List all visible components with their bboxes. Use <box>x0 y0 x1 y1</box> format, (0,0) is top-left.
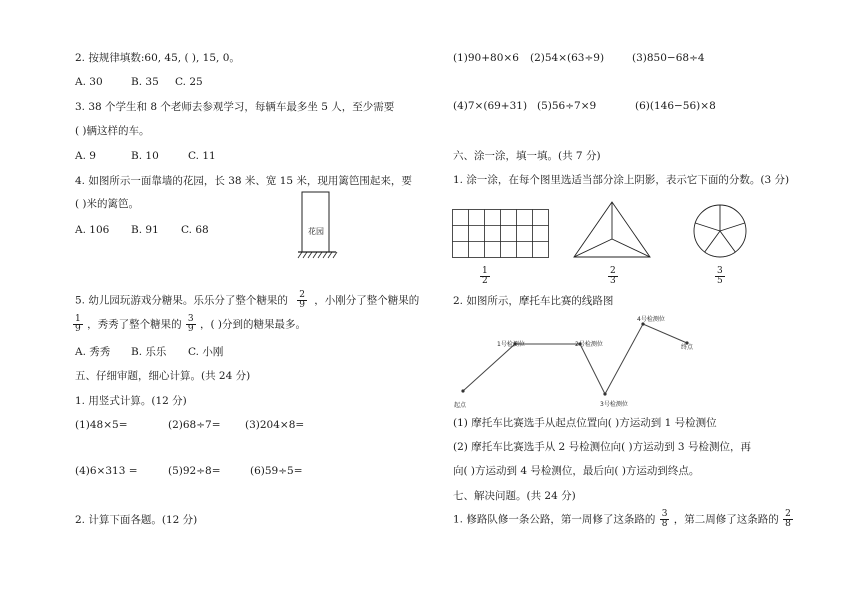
q5-tail: ，( )分到的糖果最多。 <box>200 318 307 331</box>
section6-sub2b: 向( )方运动到 4 号检测位，最后向( )方运动到终点。 <box>453 465 700 477</box>
q5-f1-num: 2 <box>299 290 305 300</box>
q2-option-c: C. 25 <box>175 76 203 88</box>
sec7-fraction-3-8 <box>660 510 670 529</box>
triangle-figure <box>572 200 652 260</box>
sec7-f2-den: 8 <box>785 519 791 529</box>
q3-option-b: B. 10 <box>131 150 159 162</box>
route-p1-label: 1号检测位 <box>497 341 525 348</box>
expr-6: (6)(146−56)×8 <box>635 100 716 112</box>
q5-mid2: ，秀秀了整个糖果的 <box>87 318 182 331</box>
fraction-grid <box>479 267 491 286</box>
sec7-q1-prefix: 1. 修路队修一条公路，第一周修了这条路的 <box>453 513 656 526</box>
route-map <box>445 311 715 411</box>
q2-text: 2. 按规律填数:60, 45, ( ), 15, 0。 <box>75 52 240 64</box>
q5-fraction-1-9 <box>73 315 83 334</box>
q5-line1 <box>75 291 419 310</box>
expr-5: (5)56÷7×9 <box>537 100 597 112</box>
q4-option-c: C. 68 <box>181 224 209 236</box>
grid-figure <box>452 209 550 259</box>
q5-option-c: C. 小刚 <box>188 346 224 358</box>
calc-5: (5)92÷8= <box>168 465 221 477</box>
section5-q2: 2. 计算下面各题。(12 分) <box>75 514 198 526</box>
frac-circle-num: 3 <box>717 266 723 276</box>
q5-f2-den: 9 <box>75 324 81 334</box>
calc-6: (6)59÷5= <box>250 465 303 477</box>
q3-option-a: A. 9 <box>75 150 96 162</box>
q5-mid: ，小刚分了整个糖果的 <box>314 294 420 307</box>
q5-prefix: 5. 幼儿园玩游戏分糖果。乐乐分了整个糖果的 <box>75 294 288 307</box>
garden-figure <box>296 191 338 269</box>
q5-option-b: B. 乐乐 <box>131 346 167 358</box>
sec7-f1-num: 3 <box>661 509 668 519</box>
garden-rect <box>302 192 329 252</box>
q5-f1-den: 9 <box>299 300 305 310</box>
route-start-label: 起点 <box>454 402 467 409</box>
section6-q2: 2. 如图所示，摩托车比赛的线路图 <box>453 295 614 307</box>
sec7-f2-num: 2 <box>785 509 791 519</box>
q5-fraction-2-9 <box>297 291 307 310</box>
fraction-triangle <box>607 267 619 286</box>
route-p4-label: 4号检测位 <box>637 316 665 323</box>
q2-option-b: B. 35 <box>131 76 159 88</box>
circle-figure <box>692 203 748 259</box>
q5-f3-den: 9 <box>187 324 194 334</box>
frac-circle-den: 5 <box>717 276 723 286</box>
wall-hatch <box>298 252 337 258</box>
route-p3-label: 3号检测位 <box>600 401 628 408</box>
section5-q1: 1. 用竖式计算。(12 分) <box>75 395 187 407</box>
q5-fraction-3-9 <box>186 315 196 334</box>
q2-option-a: A. 30 <box>75 76 103 88</box>
expr-4: (4)7×(69+31) <box>453 100 528 112</box>
route-end-label: 终点 <box>681 344 694 351</box>
q4-option-b: B. 91 <box>131 224 159 236</box>
q5-f3-num: 3 <box>187 314 194 324</box>
section6-sub1: (1) 摩托车比赛选手从起点位置向( )方运动到 1 号检测位 <box>453 417 717 429</box>
frac-tri-den: 3 <box>610 276 616 286</box>
route-p2-label: 2号检测位 <box>575 341 603 348</box>
sec7-fraction-2-8 <box>783 510 793 529</box>
calc-1: (1)48×5= <box>75 419 128 431</box>
frac-tri-num: 2 <box>610 266 616 276</box>
sec7-q1-mid: ，第二周修了这条路的 <box>673 513 779 526</box>
frac-grid-num: 1 <box>482 266 488 276</box>
sec7-f1-den: 8 <box>661 519 668 529</box>
calc-3: (3)204×8= <box>245 419 305 431</box>
section6-sub2a: (2) 摩托车比赛选手从 2 号检测位向( )方运动到 3 号检测位，再 <box>453 441 751 453</box>
section5-title: 五、仔细审题，细心计算。(共 24 分) <box>75 370 251 382</box>
q4-option-a: A. 106 <box>75 224 110 236</box>
q5-line2 <box>72 315 306 334</box>
section6-title: 六、涂一涂，填一填。(共 7 分) <box>453 150 601 162</box>
calc-4: (4)6×313 = <box>75 465 138 477</box>
expr-3: (3)850−68÷4 <box>632 52 705 64</box>
q5-f2-num: 1 <box>75 314 81 324</box>
q3-line2: ( )辆这样的车。 <box>75 125 150 137</box>
q3-line1: 3. 38 个学生和 8 个老师去参观学习，每辆车最多坐 5 人，至少需要 <box>75 101 395 113</box>
expr-2: (2)54×(63÷9) <box>530 52 605 64</box>
q4-line2: ( )米的篱笆。 <box>75 198 140 210</box>
frac-grid-den: 2 <box>482 276 488 286</box>
section6-q1: 1. 涂一涂，在每个图里选适当部分涂上阴影，表示它下面的分数。(3 分) <box>453 174 790 186</box>
q4-line1: 4. 如图所示一面靠墙的花园，长 38 米、宽 15 米，现用篱笆围起来，要 <box>75 175 412 187</box>
q3-option-c: C. 11 <box>188 150 216 162</box>
section7-q1 <box>453 510 794 529</box>
expr-1: (1)90+80×6 <box>453 52 519 64</box>
garden-label: 花园 <box>308 227 324 236</box>
calc-2: (2)68÷7= <box>168 419 221 431</box>
section7-title: 七、解决问题。(共 24 分) <box>453 490 576 502</box>
route-line <box>463 324 687 394</box>
fraction-circle <box>714 267 726 286</box>
q5-option-a: A. 秀秀 <box>75 346 111 358</box>
